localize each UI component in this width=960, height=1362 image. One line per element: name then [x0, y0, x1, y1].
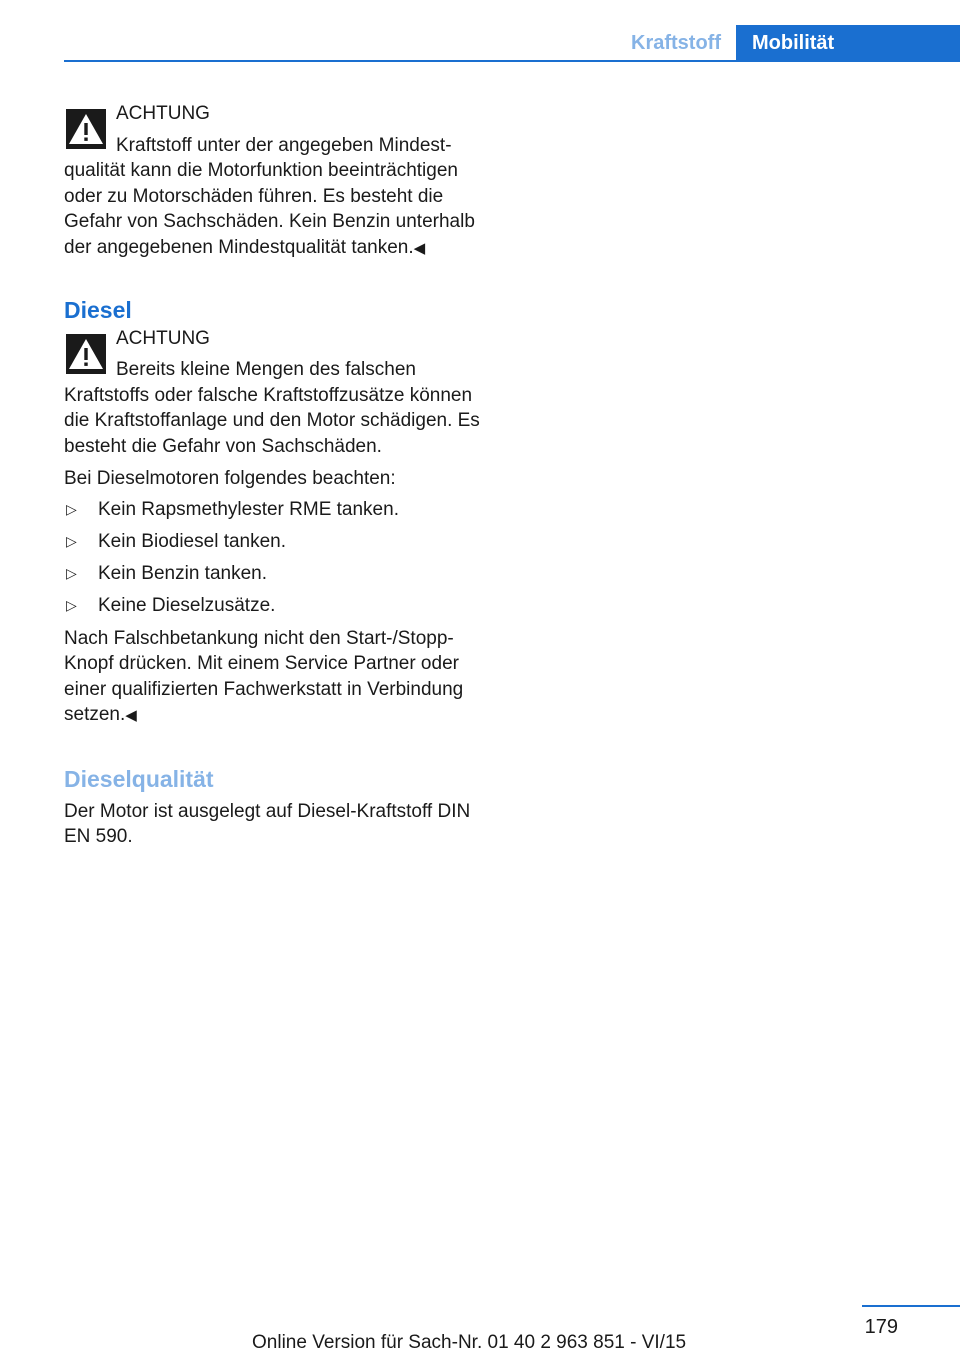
list-item: ▷ Kein Benzin tanken. [64, 561, 484, 587]
list-item: ▷ Keine Dieselzusätze. [64, 593, 484, 619]
list-item: ▷ Kein Biodiesel tanken. [64, 529, 484, 555]
diesel-bullet-list [64, 497, 484, 619]
warning-title: ACHTUNG [116, 327, 210, 349]
tab-kraftstoff[interactable]: Kraftstoff [631, 31, 721, 54]
list-item: ▷ Kein Rapsmethylester RME tanken. [64, 497, 484, 523]
warning-triangle-icon [66, 334, 106, 374]
page-number: 179 [864, 1316, 898, 1338]
warning-triangle-icon [66, 109, 106, 149]
footer-rule [862, 1305, 960, 1307]
page-content [64, 101, 484, 850]
warning-block-diesel [64, 326, 484, 460]
end-mark: ◀ [413, 239, 426, 257]
warning-text: Kraftstoff unter der angegeben Mindestqualität kann die Motorfunktion beeinträchtigen oder zu Motorschäden führen. Es besteht die Gefahr von Sachschäden. Kein Benzin unterhalb der angegebenen Mindestqualität tanken.◀ [64, 134, 475, 258]
end-mark: ◀ [125, 707, 137, 725]
warning-text: Bereits kleine Mengen des falschen Kraftstoffs oder falsche Kraftstoffzusätze können die Kraftstoffanlage und den Motor schädigen. Es besteht die Gefahr von Sachschäden. [64, 359, 480, 457]
diesel-after-text: Nach Falschbetankung nicht den Start-/Stopp-Knopf drücken. Mit einem Service Partner oder einer qualifizierten Fachwerkstatt in Verbindung setzen.◀ [64, 627, 464, 726]
diesel-intro: Bei Dieselmotoren folgendes beachten: [64, 467, 396, 489]
tab-mobilitaet[interactable]: Mobilität [736, 25, 960, 62]
bullet-triangle-icon: ▷ [66, 565, 77, 582]
bullet-triangle-icon: ▷ [66, 533, 77, 550]
online-version-note: Online Version für Sach-Nr. 01 40 2 963 851 - VI/15 [252, 1332, 687, 1353]
warning-title: ACHTUNG [116, 103, 210, 124]
quality-text: Der Motor ist ausgelegt auf Diesel-Kraftstoff DIN EN 590. [64, 800, 471, 848]
bullet-triangle-icon: ▷ [66, 501, 77, 518]
bullet-triangle-icon: ▷ [66, 597, 77, 614]
section-heading-dieselqualitaet: Dieselqualität [64, 765, 214, 792]
section-heading-diesel: Diesel [64, 296, 132, 323]
warning-block [64, 101, 484, 262]
